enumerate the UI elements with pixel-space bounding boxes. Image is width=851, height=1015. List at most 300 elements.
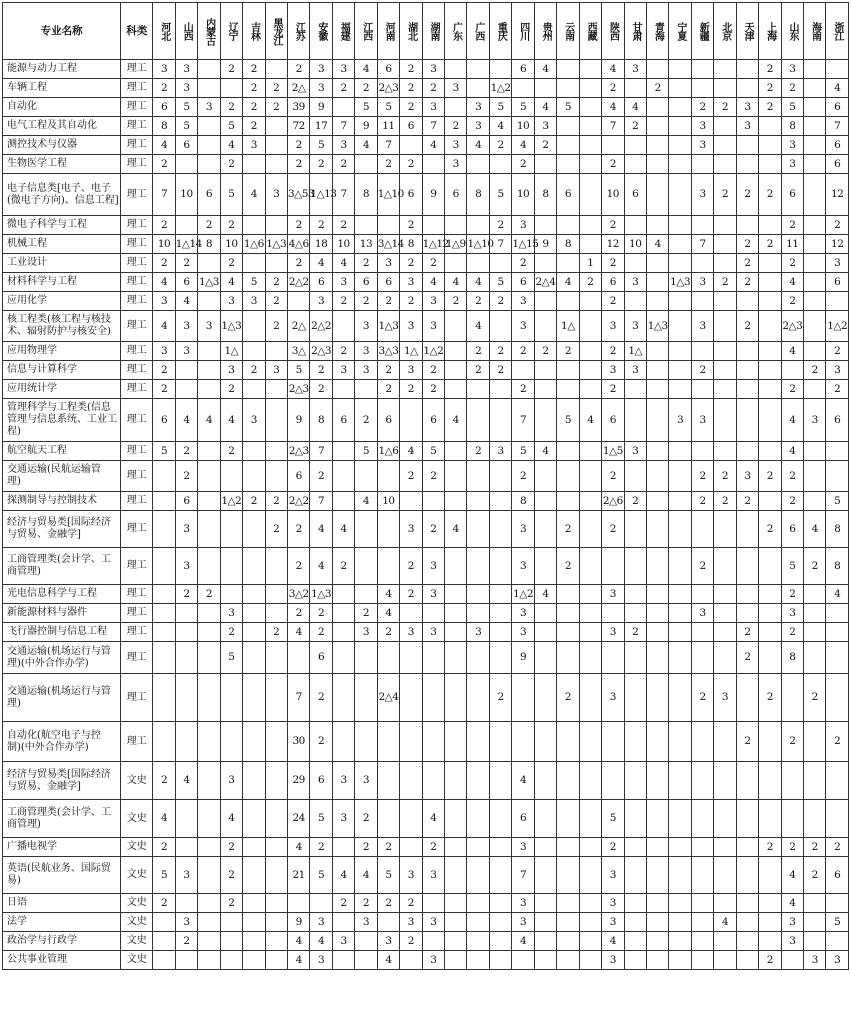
- quota-cell: [691, 913, 713, 932]
- quota-cell: 2: [422, 511, 444, 548]
- quota-cell: 6: [624, 174, 646, 216]
- quota-cell: [579, 585, 601, 604]
- quota-cell: [557, 913, 579, 932]
- quota-cell: [669, 254, 691, 273]
- quota-cell: [804, 442, 826, 461]
- quota-cell: 4: [153, 800, 175, 838]
- quota-cell: 2: [445, 117, 467, 136]
- quota-cell: [198, 894, 220, 913]
- quota-cell: [175, 800, 197, 838]
- quota-cell: [265, 674, 287, 722]
- quota-cell: [669, 585, 691, 604]
- header-province: 湖南: [422, 3, 444, 60]
- quota-cell: 3△3: [377, 342, 399, 361]
- quota-cell: [557, 932, 579, 951]
- quota-cell: 3: [602, 913, 624, 932]
- quota-cell: [669, 762, 691, 800]
- quota-cell: [265, 951, 287, 970]
- category-cell: 文史: [121, 932, 153, 951]
- quota-cell: [826, 623, 849, 642]
- quota-cell: 2: [265, 98, 287, 117]
- quota-cell: 6: [826, 399, 849, 442]
- quota-cell: [557, 380, 579, 399]
- quota-cell: 5: [175, 117, 197, 136]
- quota-cell: 5: [557, 98, 579, 117]
- quota-cell: [759, 857, 781, 894]
- quota-cell: 4: [781, 273, 803, 292]
- quota-cell: [624, 254, 646, 273]
- quota-cell: 2: [310, 838, 332, 857]
- quota-cell: 1△3: [646, 311, 668, 342]
- quota-cell: 3: [534, 117, 556, 136]
- category-cell: 理工: [121, 60, 153, 79]
- quota-cell: 29: [287, 762, 309, 800]
- quota-cell: 8: [198, 235, 220, 254]
- header-province: 云南: [557, 3, 579, 60]
- quota-cell: [198, 342, 220, 361]
- quota-cell: 5: [377, 98, 399, 117]
- category-cell: 文史: [121, 894, 153, 913]
- quota-cell: [355, 548, 377, 585]
- quota-cell: [422, 762, 444, 800]
- quota-cell: 5: [826, 492, 849, 511]
- quota-cell: 2: [691, 674, 713, 722]
- quota-cell: 2: [355, 79, 377, 98]
- quota-cell: [422, 155, 444, 174]
- quota-cell: [826, 442, 849, 461]
- quota-cell: 2△3: [287, 380, 309, 399]
- quota-cell: 4: [220, 273, 242, 292]
- quota-cell: 4: [781, 342, 803, 361]
- quota-cell: 3: [355, 623, 377, 642]
- quota-cell: [377, 216, 399, 235]
- quota-cell: [400, 951, 422, 970]
- header-province: 四川: [512, 3, 534, 60]
- quota-cell: [714, 548, 736, 585]
- quota-cell: [759, 117, 781, 136]
- major-name: 航空航天工程: [3, 442, 121, 461]
- quota-cell: 2: [287, 136, 309, 155]
- quota-cell: [153, 623, 175, 642]
- quota-cell: 2: [153, 79, 175, 98]
- quota-cell: [220, 461, 242, 492]
- quota-cell: [153, 511, 175, 548]
- quota-cell: 1△5: [602, 442, 624, 461]
- quota-cell: [175, 722, 197, 762]
- quota-cell: [669, 311, 691, 342]
- quota-cell: [804, 894, 826, 913]
- category-cell: 理工: [121, 623, 153, 642]
- quota-cell: 10: [377, 492, 399, 511]
- quota-cell: 6: [557, 174, 579, 216]
- quota-cell: 10: [220, 235, 242, 254]
- quota-cell: [804, 216, 826, 235]
- major-name: 日语: [3, 894, 121, 913]
- quota-cell: [153, 674, 175, 722]
- quota-cell: [624, 800, 646, 838]
- quota-cell: [579, 838, 601, 857]
- quota-cell: 2: [781, 623, 803, 642]
- quota-cell: 2: [602, 838, 624, 857]
- table-row: [3, 894, 849, 913]
- quota-cell: [781, 800, 803, 838]
- quota-cell: [557, 216, 579, 235]
- quota-cell: 6: [310, 273, 332, 292]
- quota-cell: [759, 361, 781, 380]
- quota-cell: [557, 155, 579, 174]
- quota-cell: 2△2: [310, 311, 332, 342]
- quota-cell: [512, 951, 534, 970]
- quota-cell: 2: [624, 492, 646, 511]
- quota-cell: 2: [489, 342, 511, 361]
- quota-cell: 6: [153, 399, 175, 442]
- quota-cell: [534, 254, 556, 273]
- quota-cell: [467, 857, 489, 894]
- quota-cell: 1△2: [489, 79, 511, 98]
- quota-cell: 17: [310, 117, 332, 136]
- quota-cell: [445, 98, 467, 117]
- quota-cell: [153, 585, 175, 604]
- header-province: 浙江: [826, 3, 849, 60]
- quota-cell: [489, 548, 511, 585]
- table-row: [3, 174, 849, 216]
- quota-cell: [759, 585, 781, 604]
- quota-cell: [579, 913, 601, 932]
- quota-cell: [646, 838, 668, 857]
- quota-cell: 2: [243, 98, 265, 117]
- quota-cell: [646, 548, 668, 585]
- quota-cell: [759, 932, 781, 951]
- quota-cell: [804, 800, 826, 838]
- quota-cell: [736, 60, 758, 79]
- quota-cell: [355, 932, 377, 951]
- quota-cell: [265, 461, 287, 492]
- quota-cell: 3: [198, 311, 220, 342]
- quota-cell: [243, 913, 265, 932]
- quota-cell: 3: [310, 60, 332, 79]
- quota-cell: [489, 311, 511, 342]
- quota-cell: [714, 442, 736, 461]
- quota-cell: 3: [265, 174, 287, 216]
- quota-cell: [265, 857, 287, 894]
- quota-cell: [646, 136, 668, 155]
- quota-cell: 3: [602, 894, 624, 913]
- table-row: [3, 492, 849, 511]
- table-row: [3, 762, 849, 800]
- quota-cell: [669, 838, 691, 857]
- quota-cell: 2: [265, 623, 287, 642]
- quota-cell: 5: [175, 98, 197, 117]
- quota-cell: 6: [198, 174, 220, 216]
- header-province: 内蒙古: [198, 3, 220, 60]
- quota-cell: 9: [534, 235, 556, 254]
- quota-cell: 2: [512, 461, 534, 492]
- quota-cell: 5: [220, 117, 242, 136]
- quota-cell: [489, 894, 511, 913]
- quota-cell: 4: [804, 511, 826, 548]
- quota-cell: [691, 932, 713, 951]
- quota-cell: [669, 932, 691, 951]
- quota-cell: [804, 722, 826, 762]
- quota-cell: 3: [445, 136, 467, 155]
- quota-cell: 2: [332, 894, 354, 913]
- quota-cell: 3: [355, 762, 377, 800]
- quota-cell: 3: [310, 913, 332, 932]
- quota-cell: 3: [422, 585, 444, 604]
- quota-cell: 6: [826, 155, 849, 174]
- major-name: 法学: [3, 913, 121, 932]
- quota-cell: [467, 722, 489, 762]
- quota-cell: [220, 548, 242, 585]
- quota-cell: [781, 951, 803, 970]
- quota-cell: 10: [332, 235, 354, 254]
- quota-cell: 6: [175, 136, 197, 155]
- quota-cell: 7: [602, 117, 624, 136]
- quota-cell: 4: [220, 136, 242, 155]
- quota-cell: 3: [512, 216, 534, 235]
- quota-cell: 3: [175, 857, 197, 894]
- quota-cell: [714, 254, 736, 273]
- quota-cell: 12: [602, 235, 624, 254]
- quota-cell: [557, 461, 579, 492]
- major-name: 新能源材料与器件: [3, 604, 121, 623]
- quota-cell: [265, 117, 287, 136]
- quota-cell: 3: [512, 894, 534, 913]
- quota-cell: 2: [781, 838, 803, 857]
- quota-cell: [175, 894, 197, 913]
- quota-cell: [557, 136, 579, 155]
- quota-cell: [377, 722, 399, 762]
- quota-cell: [714, 604, 736, 623]
- quota-cell: [646, 174, 668, 216]
- quota-cell: [445, 951, 467, 970]
- quota-cell: [377, 800, 399, 838]
- quota-cell: [646, 800, 668, 838]
- quota-cell: [243, 380, 265, 399]
- quota-cell: [669, 800, 691, 838]
- quota-cell: 8: [781, 642, 803, 674]
- quota-cell: 11: [781, 235, 803, 254]
- quota-cell: 3△: [287, 342, 309, 361]
- quota-cell: 3: [624, 273, 646, 292]
- quota-cell: 2: [445, 292, 467, 311]
- quota-cell: 6: [826, 857, 849, 894]
- quota-cell: 4: [602, 932, 624, 951]
- quota-cell: [489, 800, 511, 838]
- quota-cell: [332, 623, 354, 642]
- quota-cell: 2: [489, 361, 511, 380]
- quota-cell: [332, 442, 354, 461]
- quota-cell: 6: [445, 174, 467, 216]
- quota-cell: [736, 913, 758, 932]
- quota-cell: 6: [602, 273, 624, 292]
- quota-cell: 2: [759, 674, 781, 722]
- quota-cell: 2: [243, 361, 265, 380]
- quota-cell: 3: [691, 311, 713, 342]
- quota-cell: [489, 722, 511, 762]
- quota-cell: [467, 894, 489, 913]
- quota-cell: [355, 585, 377, 604]
- quota-cell: 10: [512, 174, 534, 216]
- quota-cell: [355, 216, 377, 235]
- quota-cell: [400, 838, 422, 857]
- quota-cell: 2: [265, 79, 287, 98]
- quota-cell: 2: [400, 894, 422, 913]
- category-cell: 理工: [121, 311, 153, 342]
- quota-cell: [804, 913, 826, 932]
- quota-cell: 3: [153, 292, 175, 311]
- quota-cell: [669, 136, 691, 155]
- quota-cell: 4: [781, 857, 803, 894]
- quota-cell: [198, 511, 220, 548]
- quota-cell: [736, 399, 758, 442]
- quota-cell: 4: [243, 174, 265, 216]
- quota-cell: 2: [377, 894, 399, 913]
- quota-cell: [422, 894, 444, 913]
- quota-cell: 4: [826, 79, 849, 98]
- quota-cell: 3: [422, 548, 444, 585]
- quota-cell: [198, 838, 220, 857]
- quota-cell: 4: [445, 399, 467, 442]
- quota-cell: [400, 722, 422, 762]
- quota-cell: [534, 399, 556, 442]
- table-row: [3, 838, 849, 857]
- quota-cell: [646, 857, 668, 894]
- quota-cell: [557, 857, 579, 894]
- quota-cell: 2: [736, 273, 758, 292]
- major-name: 应用物理学: [3, 342, 121, 361]
- quota-cell: [669, 342, 691, 361]
- quota-cell: [804, 642, 826, 674]
- quota-cell: 1△9: [445, 235, 467, 254]
- quota-cell: [243, 548, 265, 585]
- quota-cell: [332, 492, 354, 511]
- quota-cell: 2: [759, 511, 781, 548]
- major-name: 广播电视学: [3, 838, 121, 857]
- quota-cell: 2: [377, 380, 399, 399]
- quota-cell: [400, 642, 422, 674]
- quota-cell: [691, 762, 713, 800]
- quota-cell: [198, 604, 220, 623]
- category-cell: 理工: [121, 342, 153, 361]
- quota-cell: [781, 762, 803, 800]
- quota-cell: [489, 604, 511, 623]
- quota-cell: 9: [355, 117, 377, 136]
- quota-cell: 10: [512, 117, 534, 136]
- table-row: [3, 623, 849, 642]
- quota-cell: [534, 461, 556, 492]
- quota-cell: [736, 894, 758, 913]
- quota-cell: 2: [377, 838, 399, 857]
- quota-cell: 3: [781, 136, 803, 155]
- quota-cell: [422, 642, 444, 674]
- quota-cell: 3: [332, 136, 354, 155]
- quota-cell: [534, 951, 556, 970]
- quota-cell: 2: [804, 548, 826, 585]
- quota-cell: 2: [714, 273, 736, 292]
- quota-cell: [602, 722, 624, 762]
- quota-cell: [265, 800, 287, 838]
- quota-cell: [445, 800, 467, 838]
- quota-cell: [804, 174, 826, 216]
- quota-cell: [759, 642, 781, 674]
- quota-cell: 2: [400, 292, 422, 311]
- quota-cell: [579, 117, 601, 136]
- quota-cell: 2: [310, 380, 332, 399]
- major-name: 信息与计算科学: [3, 361, 121, 380]
- quota-cell: 3: [332, 762, 354, 800]
- quota-cell: 2: [557, 342, 579, 361]
- quota-cell: [759, 136, 781, 155]
- quota-cell: 3: [422, 292, 444, 311]
- quota-cell: [624, 722, 646, 762]
- table-row: [3, 604, 849, 623]
- quota-cell: [624, 380, 646, 399]
- quota-cell: 3: [332, 273, 354, 292]
- quota-cell: [804, 380, 826, 399]
- quota-cell: [489, 461, 511, 492]
- category-cell: 文史: [121, 838, 153, 857]
- quota-cell: 2: [175, 442, 197, 461]
- quota-cell: 4: [445, 273, 467, 292]
- table-row: [3, 216, 849, 235]
- quota-cell: [646, 216, 668, 235]
- quota-cell: 3△53: [287, 174, 309, 216]
- quota-cell: 4: [826, 585, 849, 604]
- quota-cell: [467, 461, 489, 492]
- table-row: [3, 913, 849, 932]
- quota-cell: 72: [287, 117, 309, 136]
- quota-cell: 2: [220, 623, 242, 642]
- quota-cell: [332, 585, 354, 604]
- quota-cell: [445, 380, 467, 399]
- category-cell: 理工: [121, 155, 153, 174]
- quota-cell: [691, 722, 713, 762]
- quota-cell: [153, 604, 175, 623]
- quota-cell: [669, 913, 691, 932]
- quota-cell: 1△10: [377, 174, 399, 216]
- quota-cell: [804, 585, 826, 604]
- quota-cell: [265, 932, 287, 951]
- quota-cell: [153, 722, 175, 762]
- quota-cell: [826, 800, 849, 838]
- quota-cell: [714, 800, 736, 838]
- quota-cell: [534, 762, 556, 800]
- quota-cell: 5: [557, 399, 579, 442]
- category-cell: 理工: [121, 98, 153, 117]
- quota-cell: [714, 722, 736, 762]
- quota-cell: [624, 604, 646, 623]
- category-cell: 理工: [121, 548, 153, 585]
- quota-cell: [669, 155, 691, 174]
- quota-cell: 3: [422, 857, 444, 894]
- quota-cell: [220, 585, 242, 604]
- quota-cell: 4: [400, 442, 422, 461]
- quota-cell: [265, 548, 287, 585]
- quota-cell: 2: [310, 722, 332, 762]
- quota-cell: 4: [310, 932, 332, 951]
- major-name: 工业设计: [3, 254, 121, 273]
- quota-cell: [669, 235, 691, 254]
- quota-cell: [557, 361, 579, 380]
- category-cell: 理工: [121, 174, 153, 216]
- quota-cell: [669, 461, 691, 492]
- quota-cell: 2: [400, 461, 422, 492]
- quota-cell: 5: [220, 642, 242, 674]
- quota-cell: [557, 951, 579, 970]
- quota-cell: 2: [759, 79, 781, 98]
- header-province: 重庆: [489, 3, 511, 60]
